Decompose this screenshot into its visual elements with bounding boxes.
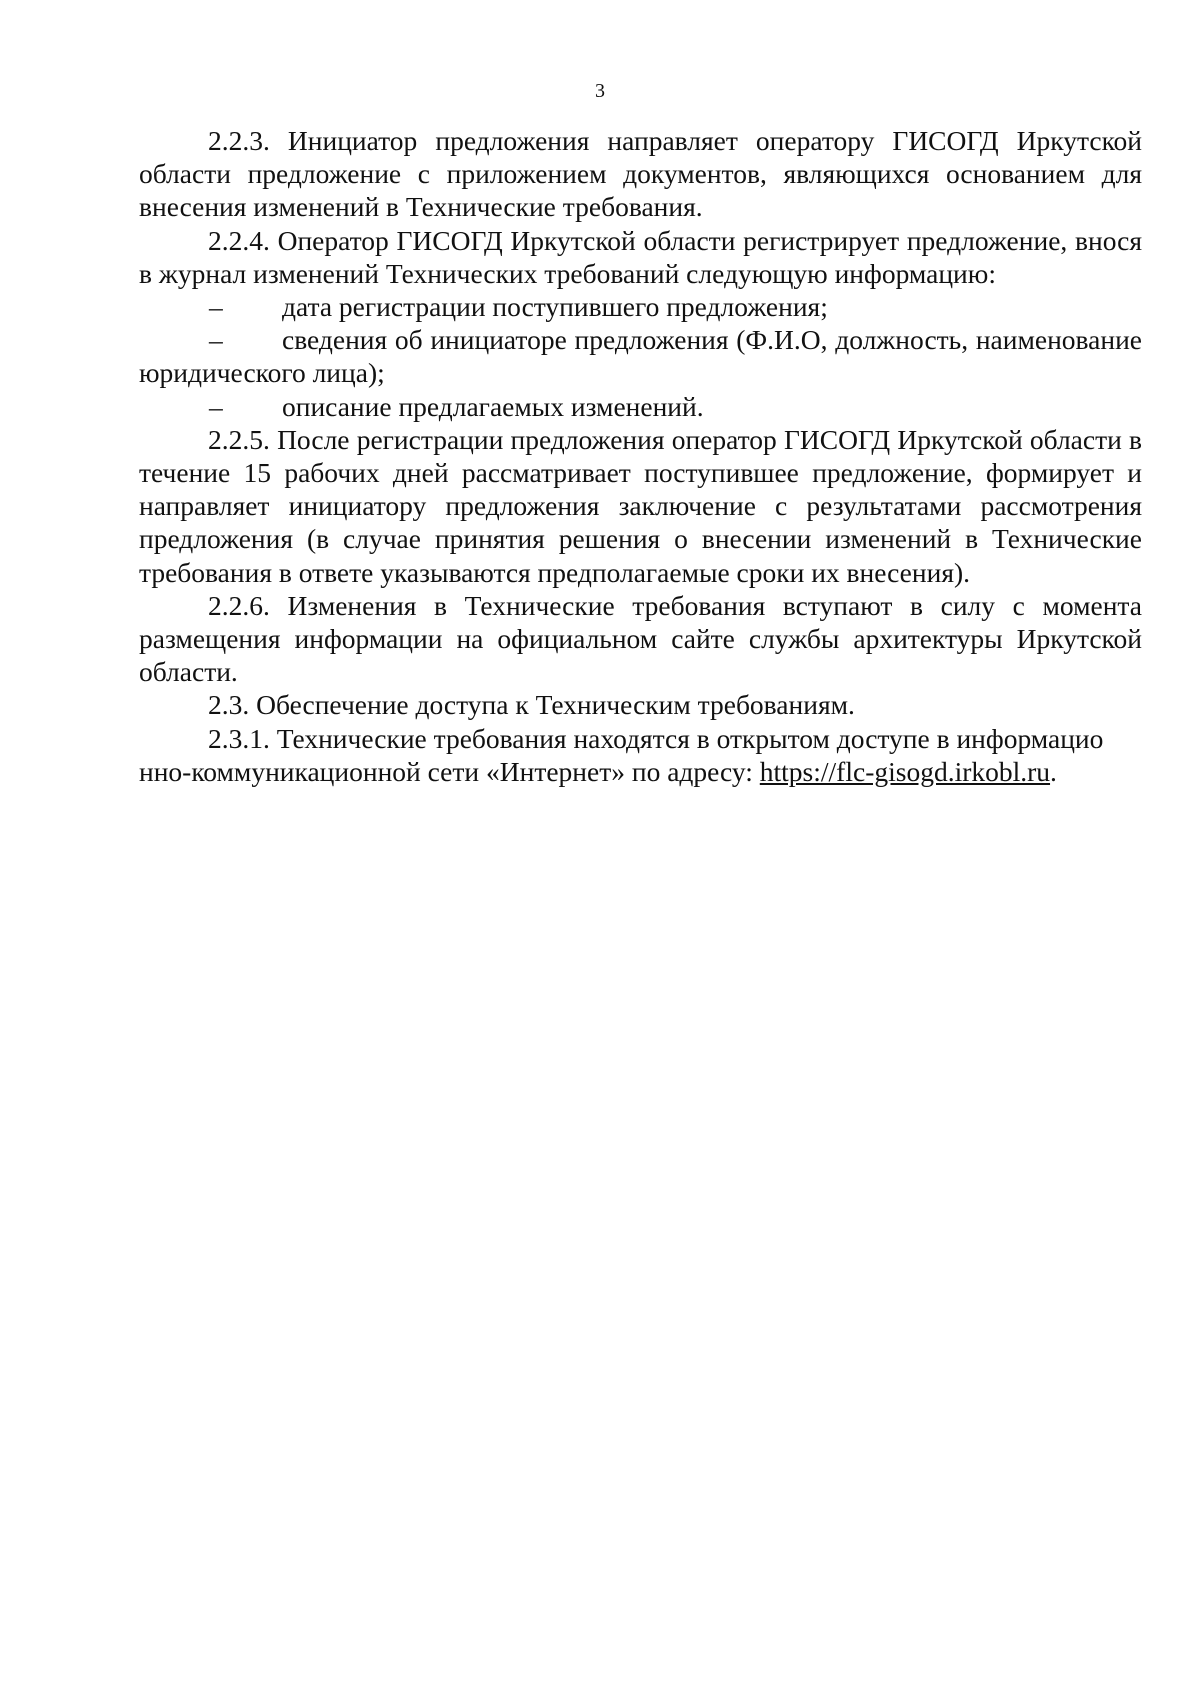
paragraph-2-3-1-line1: 2.3.1. Технические требования находятся в открытом доступе в информацио: [208, 722, 1104, 754]
paragraph-2-2-3: 2.2.3. Инициатор предложения направляет оператору ГИСОГД Иркутской области предложение с приложением документов, являющихся основанием для внесения изменений в Технические требования.: [139, 125, 1142, 223]
document-body: [139, 124, 1142, 788]
list-item-initiator-info: [139, 323, 1142, 389]
list-item-changes-description: [139, 390, 1142, 423]
paragraph-2-2-5: 2.2.5. После регистрации предложения оператор ГИСОГД Иркутской области в течение 15 рабочих дней рассматривает поступившее предложение, формирует и направляет инициатору предложения заключение с результатами рассмотрения предложения (в случае принятия решения о внесении изменений в Технические требования в ответе указываются предполагаемые сроки их внесения).: [139, 423, 1142, 588]
dash-marker: –: [209, 291, 223, 323]
list-item-registration-date: [139, 290, 1142, 323]
list-item-text: дата регистрации поступившего предложения;: [282, 291, 828, 323]
paragraph-2-2-6: 2.2.6. Изменения в Технические требования вступают в силу с момента размещения информации на официальном сайте службы архитектуры Иркутской области.: [139, 589, 1142, 688]
paragraph-2-3-1-line2: [139, 755, 1142, 788]
portal-url-link[interactable]: https://flc-gisogd.irkobl.ru: [759, 755, 1051, 787]
dash-marker: –: [209, 390, 223, 422]
paragraph-2-2-4: 2.2.4. Оператор ГИСОГД Иркутской области регистрирует предложение, внося в журнал изменений Технических требований следующую информацию:: [139, 224, 1142, 289]
internet-text: нно-коммуникационной сети «Интернет» по адресу:: [139, 755, 760, 787]
page-number: 3: [595, 80, 605, 102]
list-item-text: описание предлагаемых изменений.: [282, 390, 704, 422]
dash-marker: –: [209, 324, 223, 356]
period: .: [1050, 755, 1057, 787]
list-item-text: сведения об инициаторе предложения (Ф.И.О, должность, наименование юридического лица);: [139, 324, 1142, 389]
paragraph-2-3: 2.3. Обеспечение доступа к Техническим требованиям.: [208, 689, 855, 721]
